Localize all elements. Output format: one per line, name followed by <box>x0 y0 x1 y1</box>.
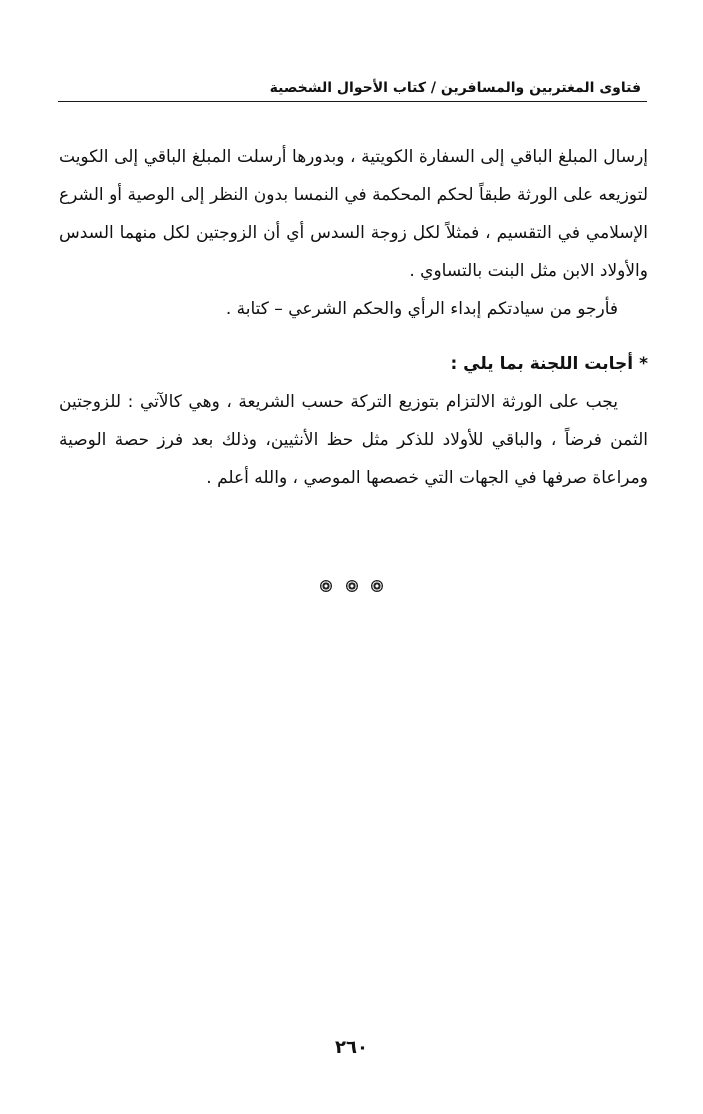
flower-ornament-icon <box>371 580 383 592</box>
answer-paragraph: يجب على الورثة الالتزام بتوزيع التركة حسب الشريعة ، وهي كالآتي : للزوجتين الثمن فرضاً ، والباقي للأولاد للذكر مثل حظ الأنثيين، وذلك بعد فرز حصة الوصية ومراعاة صرفها في الجهات التي خصصها الموصي ، والله أعلم . <box>59 392 648 488</box>
running-header-title: فتاوى المغتربين والمسافرين / كتاب الأحوال الشخصية <box>269 80 641 96</box>
question-paragraph: إرسال المبلغ الباقي إلى السفارة الكويتية ، وبدورها أرسلت المبلغ الباقي إلى الكويت لتوزيعه على الورثة طبقاً لحكم المحكمة في النمسا بدون النظر إلى الوصية أو الشرع الإسلامي في التقسيم ، فمثلاً لكل زوجة السدس أي أن الزوجتين لكل منهما السدس والأولاد الابن مثل البنت بالتساوي . <box>59 147 648 281</box>
bullet-marker: * <box>639 354 648 374</box>
question-request-paragraph: فأرجو من سيادتكم إبداء الرأي والحكم الشرعي – كتابة . <box>225 299 618 319</box>
page-body <box>59 138 648 497</box>
page-number: ٢٦٠ <box>335 1037 368 1058</box>
flower-ornament-icon <box>320 580 332 592</box>
answer-heading-text: أجابت اللجنة بما يلي : <box>450 354 634 374</box>
section-separator <box>0 577 703 596</box>
header-divider <box>58 101 647 102</box>
answer-heading <box>59 345 648 383</box>
flower-ornament-icon <box>346 580 358 592</box>
